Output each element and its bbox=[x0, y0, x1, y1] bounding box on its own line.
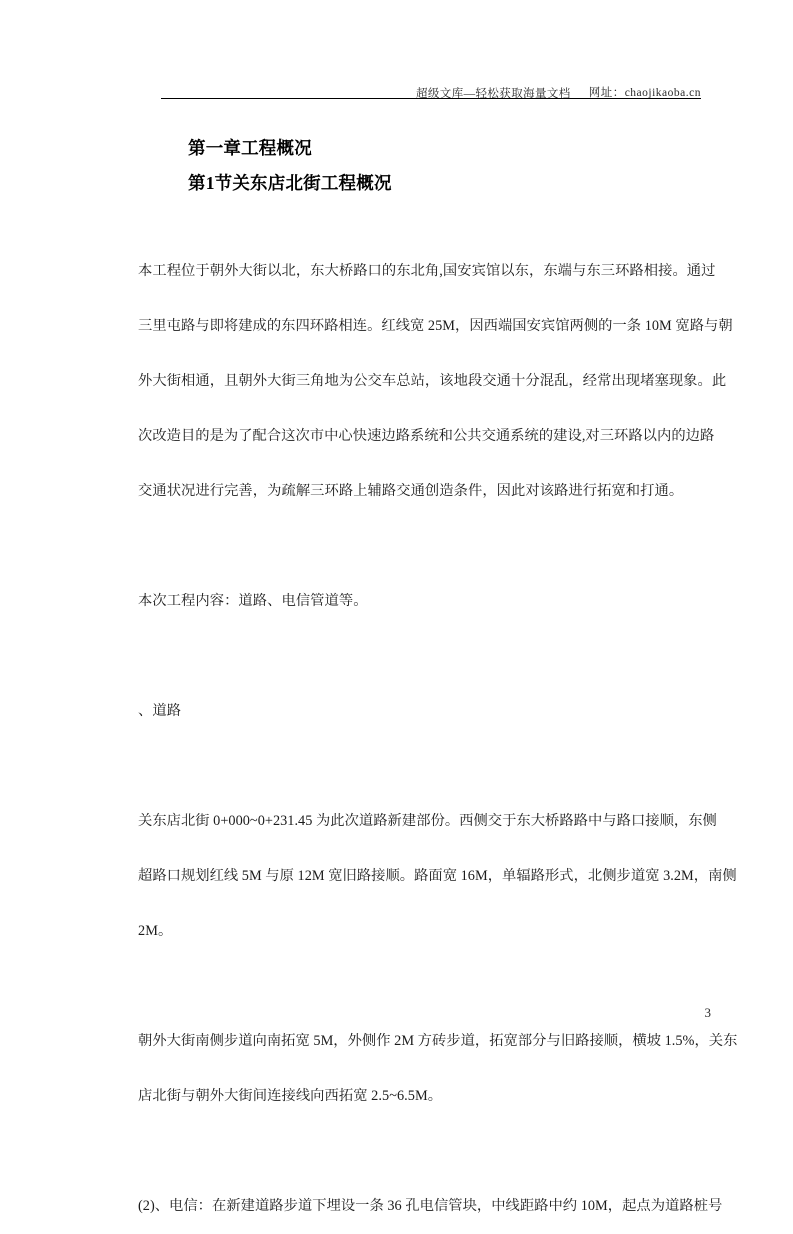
body-line: 2M。 bbox=[138, 923, 173, 939]
body-line: 本次工程内容：道路、电信管道等。 bbox=[138, 593, 368, 609]
chapter-title: 第一章工程概况 bbox=[188, 138, 312, 158]
page-header bbox=[161, 78, 701, 100]
body-line bbox=[138, 519, 714, 574]
body-line: 店北街与朝外大街间连接线向西拓宽 2.5~6.5M。 bbox=[138, 1088, 443, 1104]
body-line: 外大街相通，且朝外大街三角地为公交车总站，该地段交通十分混乱，经常出现堵塞现象。此 bbox=[138, 373, 727, 389]
body-line: 本工程位于朝外大街以北，东大桥路口的东北角,国安宾馆以东，东端与东三环路相接。通过 bbox=[138, 263, 716, 279]
body-line: (2)、电信：在新建道路步道下埋设一条 36 孔电信管块，中线距路中约 10M，起点为道路桩号 bbox=[138, 1198, 723, 1214]
body-line: 朝外大街南侧步道向南拓宽 5M，外侧作 2M 方砖步道，拓宽部分与旧路接顺，横坡 1.5%，关东 bbox=[138, 1033, 738, 1049]
title-block bbox=[188, 138, 708, 193]
body-line: 关东店北街 0+000~0+231.45 为此次道路新建部份。西侧交于东大桥路路中与路口接顺，东侧 bbox=[138, 813, 717, 829]
body-line bbox=[138, 629, 714, 684]
page-number: 3 bbox=[704, 1005, 711, 1020]
body-line: 次改造目的是为了配合这次市中心快速边路系统和公共交通系统的建设,对三环路以内的边路 bbox=[138, 428, 715, 444]
body-line bbox=[138, 1124, 714, 1179]
body-line bbox=[138, 739, 714, 794]
section-title: 第1节关东店北街工程概况 bbox=[188, 173, 392, 194]
body-line: 三里屯路与即将建成的东四环路相连。红线宽 25M，因西端国安宾馆两侧的一条 10M 宽路与朝 bbox=[138, 318, 733, 334]
header-website-url: 网址：chaojikaoba.cn bbox=[588, 87, 701, 99]
document-body bbox=[138, 244, 738, 1234]
body-line: 交通状况进行完善，为疏解三环路上辅路交通创造条件，因此对该路进行拓宽和打通。 bbox=[138, 483, 684, 499]
header-site-name: 超级文库—轻松获取海量文档 bbox=[416, 87, 571, 100]
body-line: 超路口规划红线 5M 与原 12M 宽旧路接顺。路面宽 16M，单辐路形式，北侧步道宽 3.2M，南侧 bbox=[138, 868, 737, 884]
body-line: 、道路 bbox=[138, 703, 182, 719]
header-divider-line bbox=[161, 98, 701, 99]
